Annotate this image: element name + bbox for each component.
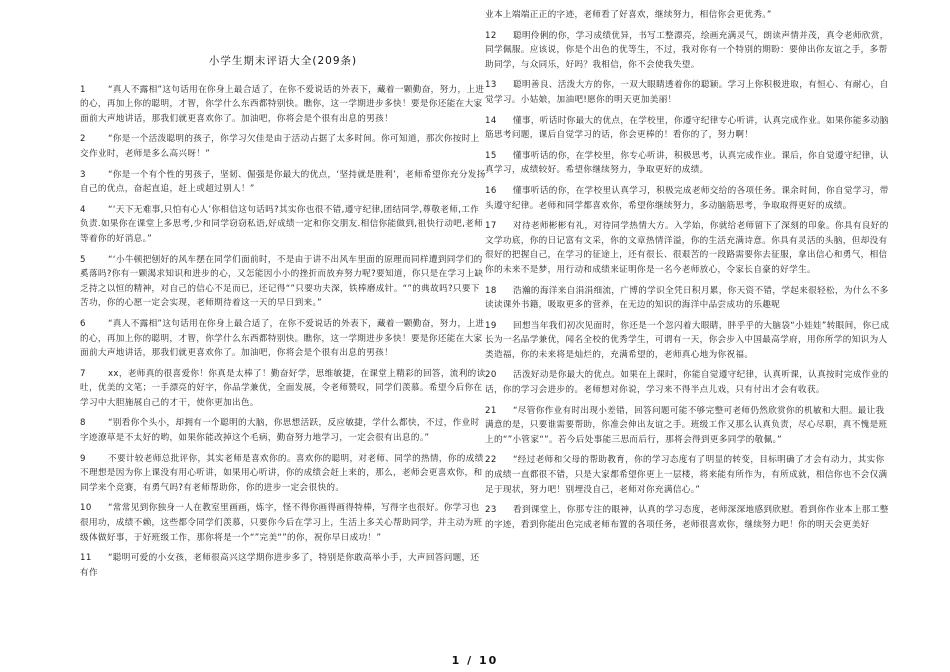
comment-entry: [485, 319, 891, 363]
comment-entry: [485, 219, 891, 277]
entry-number: 4: [80, 204, 86, 215]
entry-text: “真人不露相”这句话用在你身上最合适了，在你不爱说话的外表下，藏着一颗勤奋，努力，上进的心，再加上你的聪明，才智，你学什么东西都特别快。瞧你，这一学期进步多快！要是你还能在大家面前大声地讲话，那我们就更喜欢你了。加油吧，你将会是个很有出息的男孩！: [80, 318, 485, 359]
entry-number: 1: [80, 84, 86, 95]
entry-number: 17: [485, 221, 497, 232]
entry-text: “‘小牛顿把刨好的风车摆在同学们面前时，不是由于讲不出风车里面的原理而同样遭到同学们的奚落吗?你有一颗渴求知识和进步的心，又怎能因小小的挫折而放弃努力呢?要知道，你只是在学习上缺乏持之以恒的精神，对自己的信心不足而已，还记得“”只要功夫深，铁棒磨成针。“”的典故吗?只要下苦功，你的心愿一定会实现，老师期待着这一天的早日到来。”: [80, 254, 484, 309]
entry-text: “尽管你作业有时出现小差错，回答问题可能不够完整可老师仍然欣赏你的机敏和大胆。最让我满意的是，只要谁需要帮助，你准会伸出友谊之手。班级工作又那么认真负责，尽心尽职，真不愧是班上的“”小管家“”。若今后处事能三思而后行，那将会得到更多同学的敬佩。”: [485, 405, 888, 445]
entry-number: 22: [485, 455, 497, 466]
entry-number: 3: [80, 169, 86, 180]
left-column: [80, 0, 486, 586]
comment-entry: [80, 452, 486, 496]
entry-number: 20: [485, 370, 497, 381]
entry-text: 活泼好动是你最大的优点。如果在上课时，你能自觉遵守纪律，认真听课，认真按时完成作业的话，你的学习会进步的。老师想对你说，学习来不得半点儿戏，只有付出才会有收获。: [485, 370, 889, 396]
entry-text: 看到课堂上，你那专注的眼神，认真的学习态度，老师深深地感到欣慰。看到你作业本上那工整的字迹，看到你能出色完成老师布置的各项任务，老师很喜欢你，继续努力吧！你的明天会更美好: [485, 505, 889, 530]
entry-text: 回想当年我们初次见面时，你还是一个忽闪着大眼睛，胖乎乎的大脑袋“小娃娃”转眼间，你已成长为一名品学兼优，闻名全校的优秀学生，可谓有一天，你会步入中国最高学府，用你所学的知识为人类造福，你的未来将是灿烂的，充满希望的，老师真心地为你祝福。: [485, 320, 890, 360]
left-entry-list: [80, 83, 486, 581]
entry-text: 懂事，听话时你最大的优点，在学校里，你遵守纪律专心听讲，认真完成作业。如果你能多动脑筋思考问题，课后自觉学习的话，你会更棒的！看你的了，努力啊！: [485, 115, 889, 141]
entry-text: 聪明伶俐的你，学习成绩优异，书写工整漂亮，绘画充满灵气，朗读声情并茂，真令老师欣赏，同学佩服。应该说，你是个出色的优等生，不过，我对你有一个特别的期盼：要伸出你友谊之手，多帮助同学，与众同乐，好吗？我相信，你不会使我失望。: [485, 30, 889, 70]
entry-number: 19: [485, 320, 497, 331]
entry-text: 聪明善良、活泼大方的你，一双大眼睛透着你的聪颖。学习上你积极进取，有恒心、有耐心，自觉学习。小姑娘，加油吧!愿你的明天更加美丽！: [485, 80, 889, 105]
right-column: [485, 0, 891, 538]
comment-entry: [485, 453, 891, 497]
comment-entry: [485, 284, 891, 313]
entry-number: 9: [80, 453, 86, 464]
comment-entry: [485, 503, 891, 532]
comment-entry: [485, 29, 891, 73]
entry-text: xx，老师真的很喜爱你！你真是太棒了！勤奋好学，思维敏捷，在课堂上精彩的回答，流利的读吐，优美的文笔；一手漂亮的好字，你品学兼优，全面发展，令老师赞叹，同学们羡慕。希望今后你在学习中大胆施展自己的才干，使你更加出色。: [80, 368, 486, 408]
entry-number: 6: [80, 318, 86, 329]
entry-number: 14: [485, 115, 497, 126]
entry-text: “聪明可爱的小女孩，老师很高兴这学期你进步多了，特别是你敢高举小手，大声回答问题，还有作: [80, 553, 480, 578]
entry-text: “‘天下无难事,只怕有心人’你相信这句话吗?其实你也很不错,遵守纪律,团结同学,尊敬老师,工作负责.如果你在课堂上多思考,少和同学窃窃私语,好成绩一定和你交朋友.相信你能做到,祖快行动吧,老师等着你的好消息。”: [80, 204, 484, 244]
entry-number: 21: [485, 405, 497, 416]
entry-text: “别看你个头小，却拥有一个聪明的大脑，你思想活跃，反应敏捷，学什么都快，不过，作业时字迹潦草是不太好的哟，如果你能改掉这个毛病，勤奋努力地学习，一定会很有出息的。”: [80, 418, 480, 444]
entry-text: “你是一个有个性的男孩子，坚韧、倔强是你最大的优点，‘坚持就是胜利’，老师希望你充分发扬自己的优点，奋起直追，赶上或超过别人！”: [80, 169, 486, 195]
entry-number: 11: [80, 553, 92, 564]
comment-entry: [485, 114, 891, 143]
document-title: 小学生期末评语大全(209条): [208, 55, 358, 67]
right-entry-list: [485, 29, 891, 533]
entry-number: 5: [80, 254, 86, 265]
comment-entry: [80, 203, 486, 247]
entry-text: “常常见到你独身一人在教室里画画，炼字，怪不得你画得画得特棒，写得字也很好。你学习也很用功，成绩不赖，这些都令同学们羡慕，只要你今后在学习上，生活上多关心帮助同学，并主动为班级体做好事，于好班级工作，那你将是一个“”完美“”的你，祝你早日成功！”: [80, 503, 483, 543]
entry-number: 2: [80, 134, 86, 145]
page-number: 1 / 10: [451, 654, 499, 667]
comment-entry: [485, 368, 891, 397]
comment-entry: [485, 78, 891, 107]
comment-entry: [80, 83, 486, 127]
entry-text: 不要计较老师总批评你，其实老师是喜欢你的。喜欢你的聪明，对老师、同学的热情，你的成绩不理想是因为你上课没有用心听讲，如果用心听讲，你的成绩会赶上来的，那么，老师会更喜欢你，和同学来个竞赛，有勇气吗?有老师帮助你，你的进步一定会很快的。: [80, 453, 484, 493]
entry-number: 15: [485, 150, 497, 161]
entry-text: “经过老师和父母的帮助教育，你的学习态度有了明显的转变，目标明确了才会有动力，其实你的成绩一直都很不错，只是大家都希望你更上一层楼，将来能有所作为，有所成就，相信你也不会仅满足于现状，努力吧！别埋没自己，老师对你充满信心。”: [485, 455, 888, 495]
comment-entry: [485, 184, 891, 213]
entry-text: 懂事听话的你，在学校里认真学习，积极完成老师交给的各项任务。课余时间，你自觉学习，带头遵守纪律。老师和同学都喜欢你，希望你继续努力，多动脑筋思考，争取取得更好的成绩。: [485, 185, 889, 211]
entry-number: 12: [485, 30, 497, 41]
entry-text: “你是一个活泼聪明的孩子，你学习欠佳是由于活动占据了太多时间。你可知道，那次你按时上交作业时，老师是多么高兴呀！”: [80, 134, 480, 159]
comment-entry: [80, 168, 486, 197]
entry-number: 16: [485, 185, 497, 196]
entry-number: 13: [485, 80, 497, 91]
comment-entry: [80, 132, 486, 161]
comment-entry: [80, 501, 486, 545]
entry-number: 18: [485, 285, 497, 296]
comment-entry: [80, 367, 486, 411]
continued-text: 业本上端端正正的字迹，老师看了好喜欢，继续努力，相信你会更优秀。”: [485, 10, 772, 20]
comment-entry: [80, 317, 486, 361]
comment-entry: [485, 404, 891, 448]
entry-text: 浩瀚的海洋来自涓涓细流，广博的学识全凭日积月累，你天资不错，学起来很轻松，为什么不多读读课外书籍，吸取更多的营养，在无边的知识的海洋中品尝成功的乐趣呢: [485, 285, 889, 311]
comment-entry: [80, 253, 486, 311]
comment-entry: [485, 149, 891, 178]
comment-entry: [80, 551, 486, 580]
entry-number: 8: [80, 418, 86, 429]
comment-entry: [80, 416, 486, 445]
entry-text: 对待老师彬彬有礼，对待同学热情大方。入学始，你就给老师留下了深刻的印象。你具有良好的文学功底，你的日记富有文采，你的文章热情洋溢，你的生活充满诗意。你具有灵活的头脑，但却没有很好的把握自己，在学习的征途上，还有很长、很艰苦的一段路需要你去征服，拿出信心和勇气，相信你的未来不是梦，用行动和成绩来证明你是一名今老师放心，令家长自豪的好学生。: [485, 221, 889, 275]
entry-number: 7: [80, 368, 86, 379]
entry-text: 懂事听话的你，在学校里，你专心听讲，积极思考，认真完成作业。课后，你自觉遵守纪律，认真学习，成绩较好。希望你继续努力，争取更好的成绩。: [485, 150, 889, 176]
entry-number: 23: [485, 505, 497, 516]
entry-text: “真人不露相”这句话用在你身上最合适了，在你不爱说话的外表下，藏着一颗勤奋，努力，上进的心，再加上你的聪明，才智，你学什么东西都特别快。瞧你，这一学期进步多快！要是你还能在大家面前大声地讲话，那我们就更喜欢你了。加油吧，你将会是个很有出息的男孩！: [80, 84, 485, 124]
entry-number: 10: [80, 503, 92, 514]
